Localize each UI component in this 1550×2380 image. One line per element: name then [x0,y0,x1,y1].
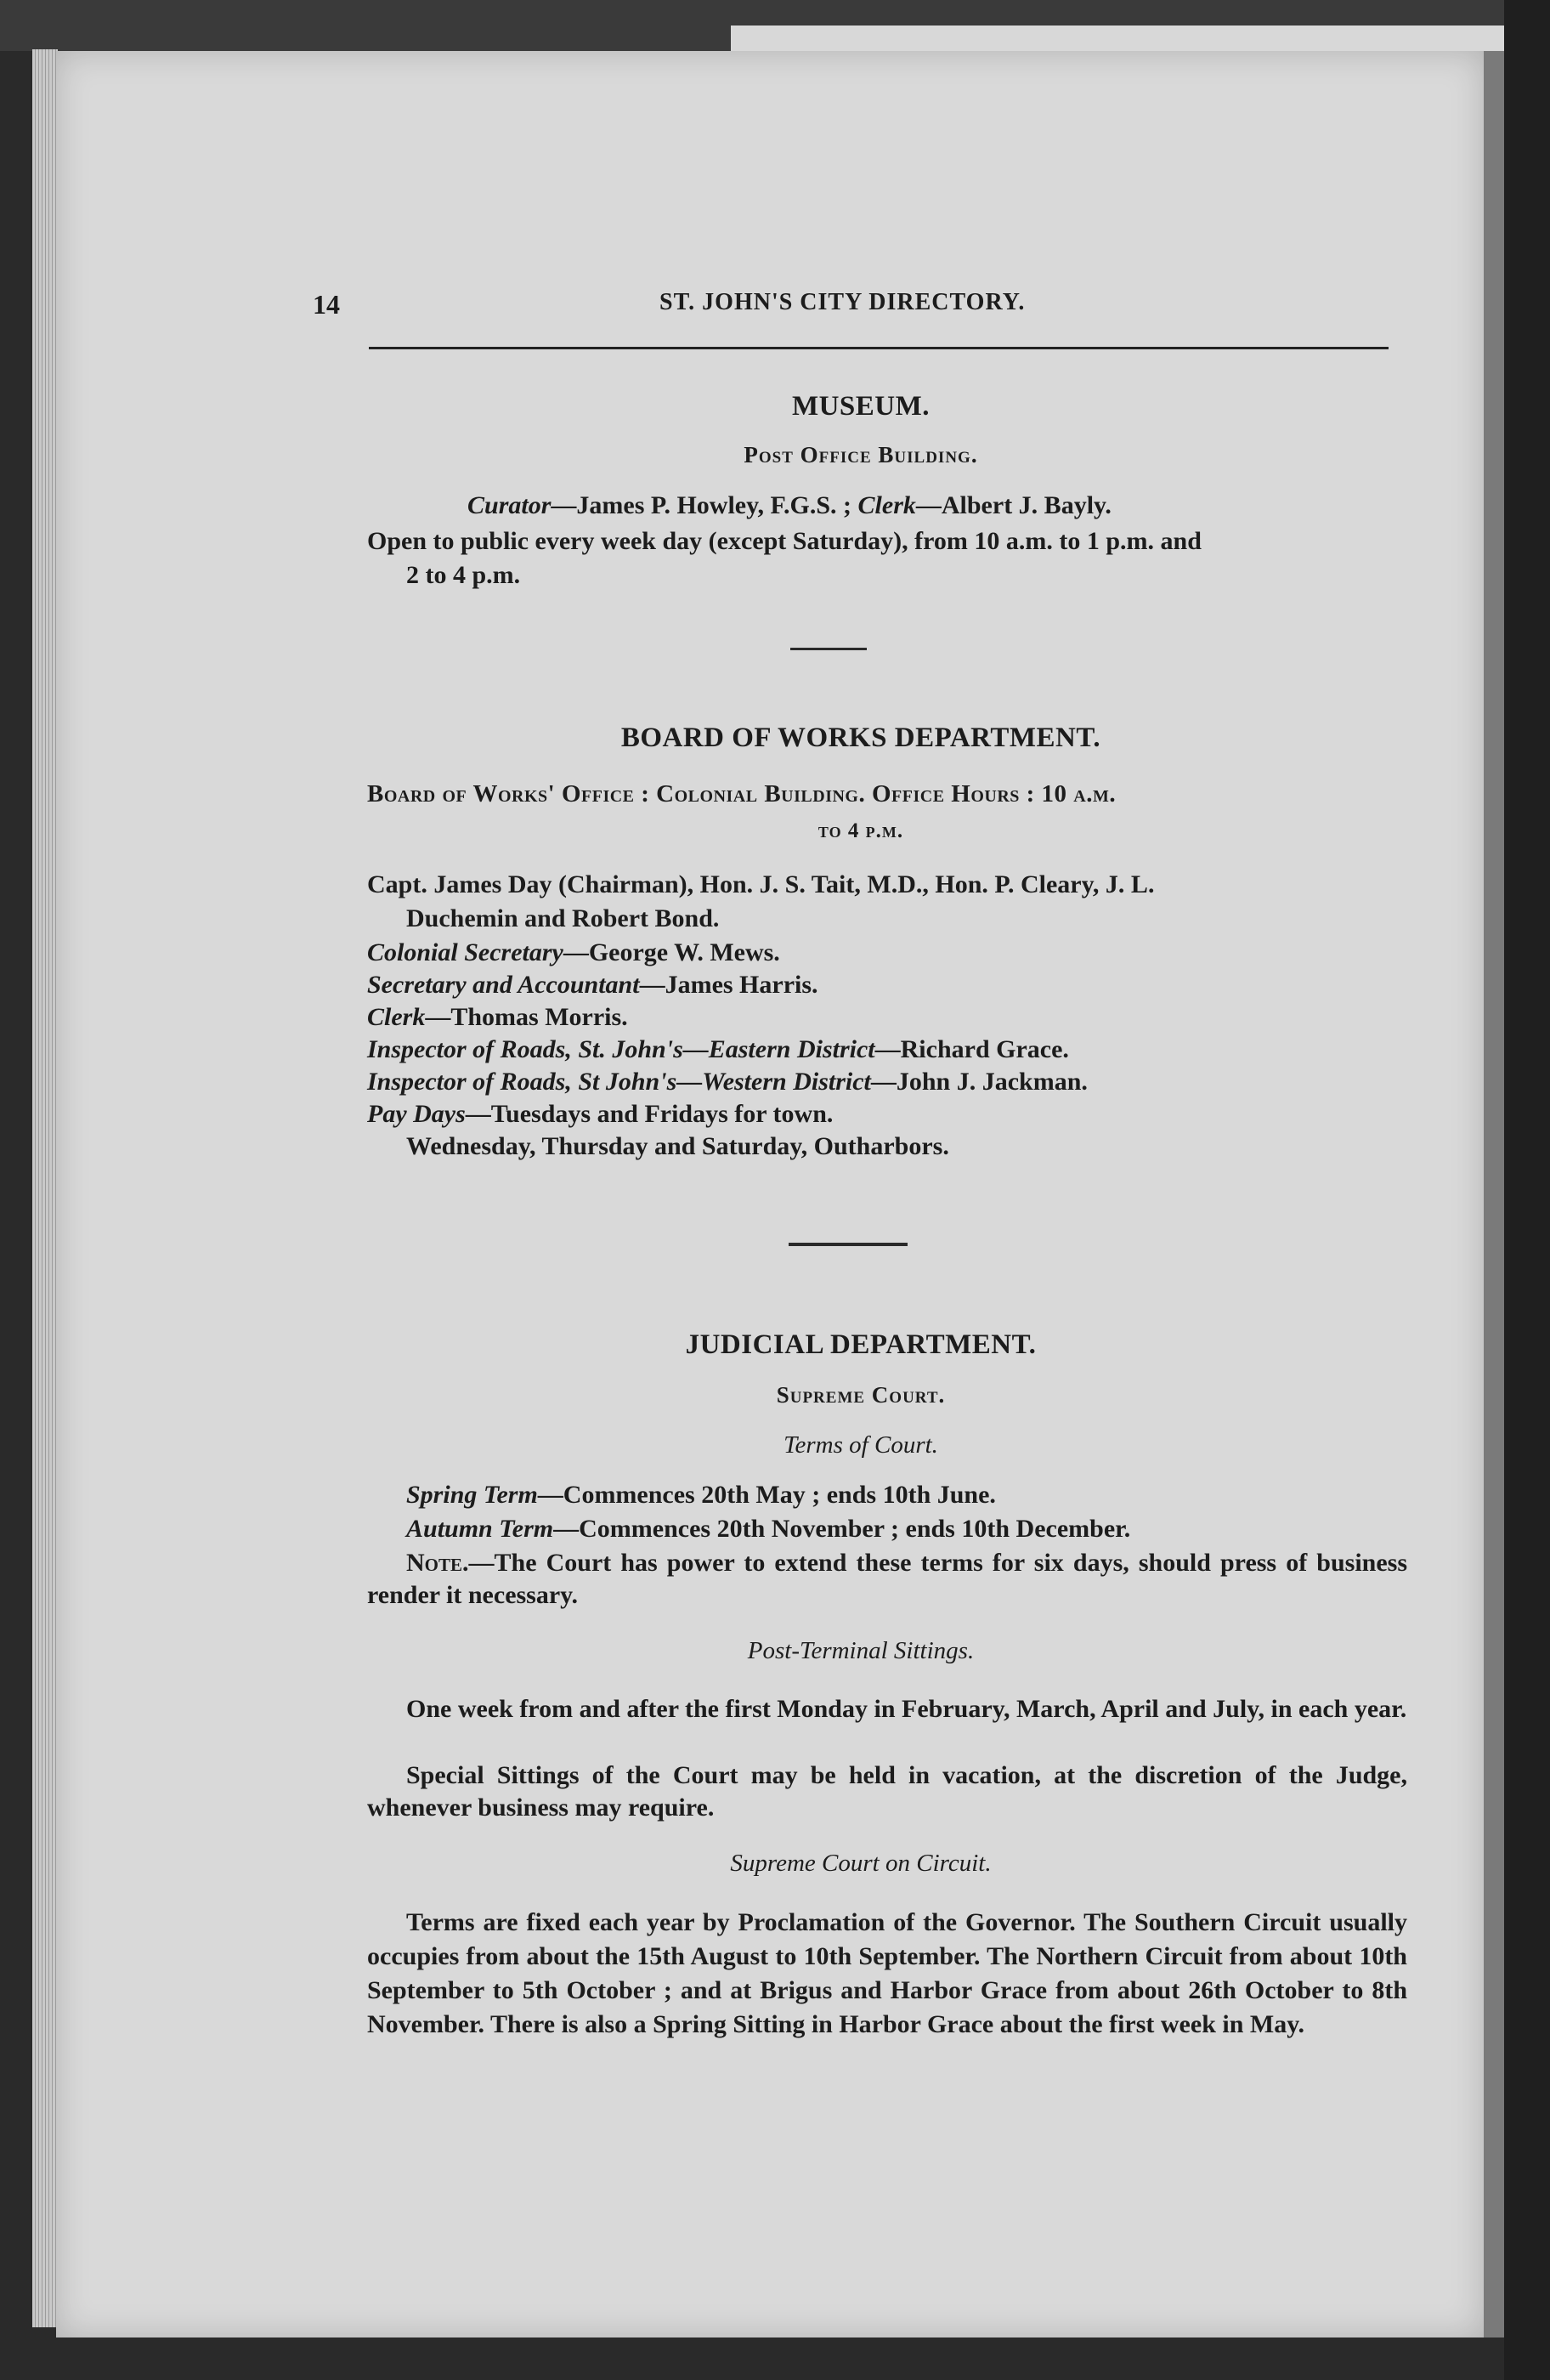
spring-term-line [406,1481,996,1510]
board-entry-label: Inspector of Roads, St. John's—Eastern District [367,1035,875,1063]
page-number: 14 [313,289,340,320]
autumn-term-line [406,1515,1130,1544]
post-terminal-heading: Post-Terminal Sittings. [747,1637,975,1664]
clerk-label: Clerk [857,491,916,519]
museum-staff-line [467,491,1112,520]
museum-heading: MUSEUM. [791,391,931,422]
header-rule [369,347,1389,349]
post-terminal-paragraph-2: Special Sittings of the Court may be held in vacation, at the discretion of the Judge, whenever business may require. [367,1761,1407,1822]
board-entry-value: —James Harris. [639,971,818,999]
board-entry-label: Inspector of Roads, St John's—Western District [367,1068,871,1096]
judicial-heading: JUDICIAL DEPARTMENT. [685,1329,1037,1360]
board-heading: BOARD OF WORKS DEPARTMENT. [620,722,1101,753]
page-stack-edge [32,49,58,2327]
circuit-paragraph: Terms are fixed each year by Proclamation of the Governor. The Southern Circuit usually occupies from about the 15th August to 10th September. The Northern Circuit from about 10th September to 5th October ; and at Brigus and Harbor Grace from about 26th October to 8th November. There is also a Spring Sitting in Harbor Grace about the first week in May. [367,1908,1407,2038]
post-terminal-paragraph-1: One week from and after the first Monday in February, March, April and July, in each year. [406,1695,1407,1723]
judicial-subheading: Supreme Court. [776,1382,946,1408]
autumn-term-value: —Commences 20th November ; ends 10th December. [553,1515,1131,1543]
section-divider-rule [789,1243,908,1246]
board-entry-value: —George W. Mews. [563,938,780,966]
spring-term-value: —Commences 20th May ; ends 10th June. [537,1481,996,1509]
page-right-shadow [1484,51,1504,2338]
board-entry [367,1068,1088,1096]
curator-label: Curator [467,491,552,519]
board-entry-label: Colonial Secretary [367,938,563,966]
board-entry-value: —Tuesdays and Fridays for town. [465,1100,834,1128]
note-text: —The Court has power to extend these terms for six days, should press of business render it necessary. [367,1549,1407,1609]
board-entry-value: —Richard Grace. [874,1035,1069,1063]
museum-subheading: Post Office Building. [744,442,978,468]
note-label: Note. [406,1549,469,1577]
board-office-line2: to 4 p.m. [817,819,904,842]
spring-term-label: Spring Term [406,1481,538,1509]
circuit-heading: Supreme Court on Circuit. [730,1850,992,1877]
book-page [56,51,1484,2338]
board-office-line1: Board of Works' Office : Colonial Building. Office Hours : 10 a.m. [367,780,1117,808]
board-entry-value: —John J. Jackman. [870,1068,1088,1096]
board-members-line1: Capt. James Day (Chairman), Hon. J. S. Tait, M.D., Hon. P. Cleary, J. L. [367,870,1155,898]
board-entry [367,1100,833,1129]
running-header-title: ST. JOHN'S CITY DIRECTORY. [659,289,1026,315]
board-entry-value: —Thomas Morris. [425,1003,628,1031]
clerk-value: —Albert J. Bayly. [915,491,1112,519]
board-entry-label: Clerk [367,1003,426,1031]
board-entry [367,1035,1069,1064]
note-paragraph [367,1547,1407,1612]
scan-background-right [1504,0,1550,2380]
section-divider-dash [790,648,867,650]
terms-heading: Terms of Court. [783,1431,938,1459]
curator-value: —James P. Howley, F.G.S. ; [551,491,858,519]
museum-hours-line2: 2 to 4 p.m. [406,561,521,589]
board-entry [367,938,780,967]
autumn-term-label: Autumn Term [406,1515,554,1543]
board-entry-label: Pay Days [367,1100,466,1128]
board-entry [367,1003,628,1032]
board-members-line2: Duchemin and Robert Bond. [406,904,720,932]
pay-days-line2: Wednesday, Thursday and Saturday, Outharbors. [406,1132,949,1160]
board-entry [367,971,818,1000]
board-entry-label: Secretary and Accountant [367,971,640,999]
museum-hours-line1: Open to public every week day (except Saturday), from 10 a.m. to 1 p.m. and [367,527,1202,555]
